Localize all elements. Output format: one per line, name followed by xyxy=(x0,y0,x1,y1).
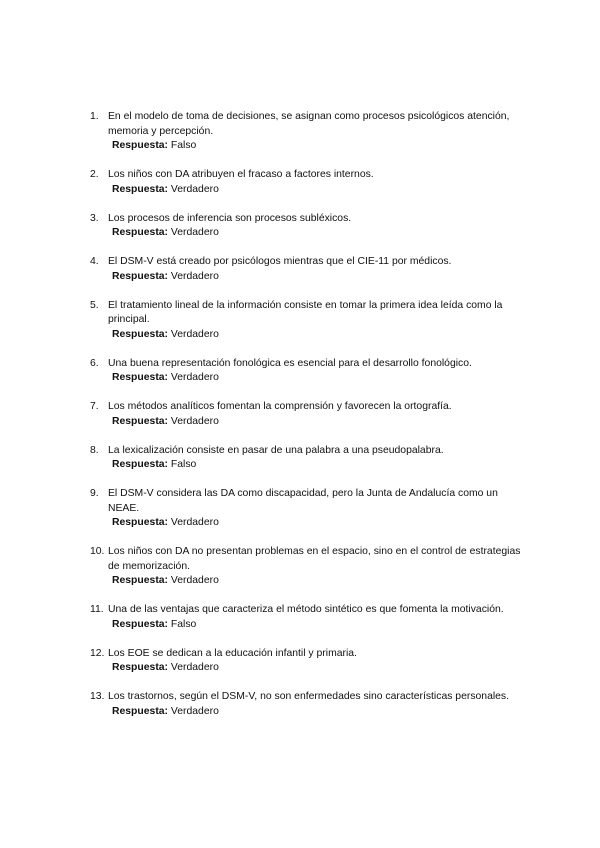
answer-label: Respuesta: xyxy=(112,459,169,470)
item-text: Los niños con DA no presentan problemas en el espacio, sino en el control de estrategias de memorización. xyxy=(108,546,521,572)
list-item xyxy=(90,400,530,429)
item-number: 4. xyxy=(90,256,99,267)
list-item xyxy=(90,487,530,531)
answer-value: Falso xyxy=(170,618,197,630)
item-text: Los niños con DA atribuyen el fracaso a factores internos. xyxy=(108,169,374,180)
answer-value: Verdadero xyxy=(170,372,219,383)
answer-line xyxy=(108,415,530,430)
answer-value: Verdadero xyxy=(170,328,219,340)
question-list xyxy=(90,110,530,719)
answer-value: Verdadero xyxy=(170,575,219,586)
item-text: En el modelo de toma de decisiones, se asignan como procesos psicológicos atención, memoria y percepción. xyxy=(108,111,510,137)
item-text: El tratamiento lineal de la información consiste en tomar la primera idea leída como la principal. xyxy=(108,299,503,325)
list-item xyxy=(90,690,530,719)
item-number: 9. xyxy=(90,488,99,499)
item-number: 8. xyxy=(90,444,99,456)
item-number: 3. xyxy=(90,212,99,224)
answer-value: Verdadero xyxy=(170,415,219,427)
list-item xyxy=(90,299,530,343)
answer-line xyxy=(108,618,530,633)
item-number: 13. xyxy=(90,691,105,702)
answer-line xyxy=(108,516,530,531)
answer-value: Verdadero xyxy=(170,227,219,238)
item-number: 12. xyxy=(90,647,105,659)
answer-label: Respuesta: xyxy=(112,415,169,427)
list-item xyxy=(90,357,530,386)
item-number: 7. xyxy=(90,401,99,412)
item-text: Una buena representación fonológica es esencial para el desarrollo fonológico. xyxy=(108,357,472,369)
answer-value: Verdadero xyxy=(170,662,219,673)
item-text: El DSM-V está creado por psicólogos mientras que el CIE-11 por médicos. xyxy=(108,256,452,267)
item-text: La lexicalización consiste en pasar de una palabra a una pseudopalabra. xyxy=(108,444,444,456)
list-item xyxy=(90,212,530,241)
answer-label: Respuesta: xyxy=(112,183,169,195)
item-number: 2. xyxy=(90,169,99,180)
item-text: Los trastornos, según el DSM-V, no son enfermedades sino características personales. xyxy=(108,691,510,702)
answer-line xyxy=(108,270,530,285)
item-number: 10. xyxy=(90,546,105,557)
item-number: 6. xyxy=(90,357,99,369)
answer-label: Respuesta: xyxy=(112,328,169,340)
answer-line xyxy=(108,661,530,676)
answer-label: Respuesta: xyxy=(112,575,169,586)
answer-line xyxy=(108,458,530,473)
answer-value: Verdadero xyxy=(170,270,219,282)
answer-label: Respuesta: xyxy=(112,662,169,673)
list-item xyxy=(90,168,530,197)
item-text: Los procesos de inferencia son procesos subléxicos. xyxy=(108,212,352,224)
answer-line xyxy=(108,574,530,589)
item-number: 1. xyxy=(90,111,99,122)
list-item xyxy=(90,255,530,284)
answer-value: Falso xyxy=(170,459,197,470)
item-number: 5. xyxy=(90,299,99,311)
answer-value: Verdadero xyxy=(170,517,219,528)
answer-label: Respuesta: xyxy=(112,705,169,717)
list-item xyxy=(90,545,530,589)
list-item xyxy=(90,647,530,676)
answer-label: Respuesta: xyxy=(112,140,169,151)
answer-line xyxy=(108,328,530,343)
list-item xyxy=(90,603,530,632)
answer-label: Respuesta: xyxy=(112,270,169,282)
answer-label: Respuesta: xyxy=(112,618,169,630)
item-text: El DSM-V considera las DA como discapacidad, pero la Junta de Andalucía como un NEAE. xyxy=(108,488,498,514)
answer-line xyxy=(108,139,530,154)
answer-label: Respuesta: xyxy=(112,227,169,238)
answer-line xyxy=(108,371,530,386)
answer-value: Verdadero xyxy=(170,183,219,195)
item-text: Los EOE se dedican a la educación infantil y primaria. xyxy=(108,647,357,659)
answer-line xyxy=(108,183,530,198)
answer-label: Respuesta: xyxy=(112,372,169,383)
item-text: Los métodos analíticos fomentan la comprensión y favorecen la ortografía. xyxy=(108,401,452,412)
answer-label: Respuesta: xyxy=(112,517,169,528)
list-item xyxy=(90,444,530,473)
answer-value: Verdadero xyxy=(170,705,219,717)
item-text: Una de las ventajas que caracteriza el método sintético es que fomenta la motivación. xyxy=(108,604,504,615)
answer-line xyxy=(108,226,530,241)
answer-line xyxy=(108,705,530,720)
list-item xyxy=(90,110,530,154)
answer-value: Falso xyxy=(170,140,197,151)
item-number: 11. xyxy=(90,604,104,615)
